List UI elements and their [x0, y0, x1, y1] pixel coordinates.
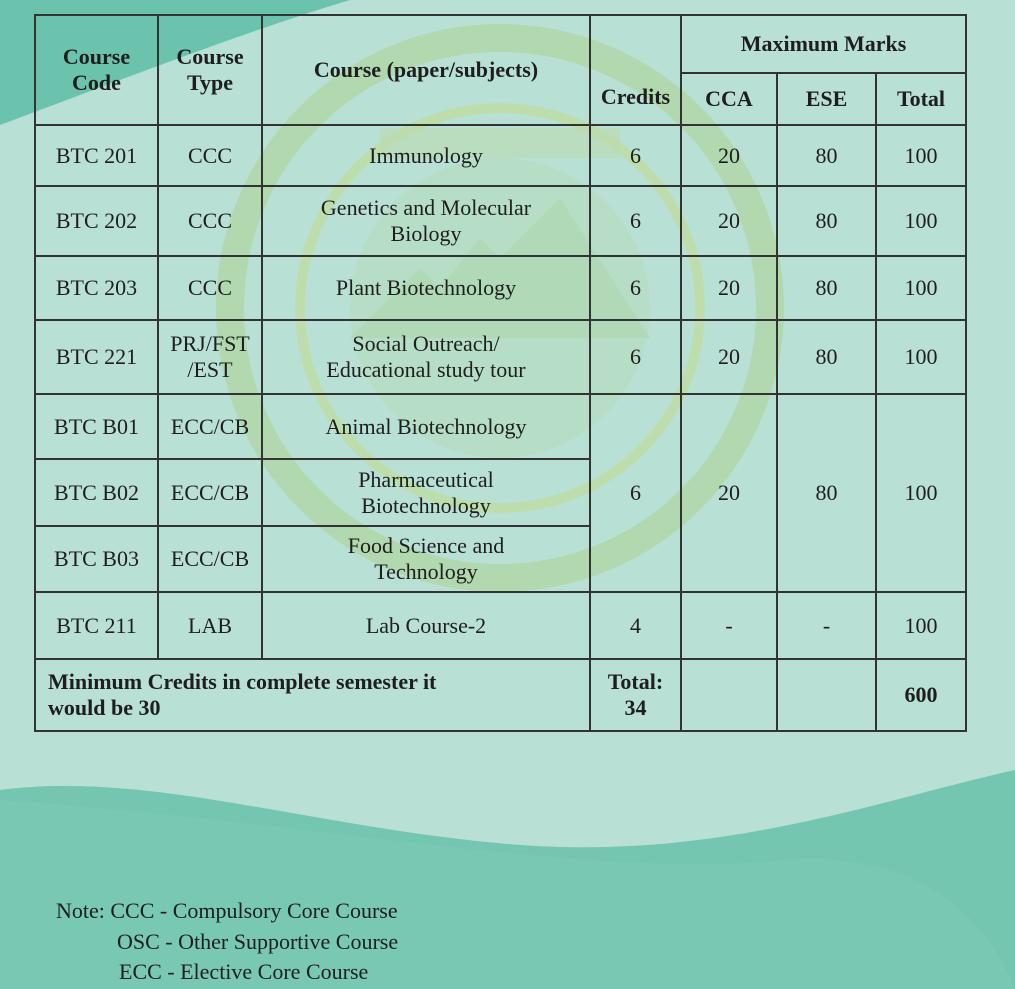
cell-total: 100 — [876, 186, 966, 256]
cell-course: Pharmaceutical Biotechnology — [262, 459, 590, 526]
cell-type: CCC — [158, 186, 262, 256]
cell-total-elective: 100 — [876, 394, 966, 592]
note-line-osc: OSC - Other Supportive Course — [117, 928, 399, 954]
cell-cca: 20 — [681, 186, 777, 256]
cell-credits: 6 — [590, 256, 681, 320]
cell-course: Social Outreach/ Educational study tour — [262, 320, 590, 394]
header-course-code: Course Code — [35, 15, 158, 125]
cell-credits: 6 — [590, 125, 681, 186]
cell-cca: 20 — [681, 125, 777, 186]
footer-empty-ese — [777, 659, 876, 731]
note-line-ecc: ECC - Elective Core Course — [119, 959, 369, 984]
cell-code: BTC 221 — [35, 320, 158, 394]
cell-ese: 80 — [777, 256, 876, 320]
table-row — [35, 125, 966, 186]
cell-total: 100 — [876, 256, 966, 320]
cell-course: Immunology — [262, 125, 590, 186]
cell-type: CCC — [158, 256, 262, 320]
course-table — [34, 14, 967, 732]
cell-course: Lab Course-2 — [262, 592, 590, 659]
table-row — [35, 394, 966, 459]
cell-cca: - — [681, 592, 777, 659]
cell-type: ECC/CB — [158, 526, 262, 592]
table-footer-row — [35, 659, 966, 731]
cell-total: 100 — [876, 125, 966, 186]
header-course-type: Course Type — [158, 15, 262, 125]
cell-code: BTC 203 — [35, 256, 158, 320]
cell-type: ECC/CB — [158, 394, 262, 459]
cell-credits: 6 — [590, 320, 681, 394]
cell-course: Food Science and Technology — [262, 526, 590, 592]
cell-type: LAB — [158, 592, 262, 659]
header-credits: Credits — [590, 15, 681, 125]
header-ese: ESE — [777, 73, 876, 125]
cell-course: Genetics and Molecular Biology — [262, 186, 590, 256]
cell-type: CCC — [158, 125, 262, 186]
cell-credits-elective: 6 — [590, 394, 681, 592]
header-course-paper: Course (paper/subjects) — [262, 15, 590, 125]
cell-course: Plant Biotechnology — [262, 256, 590, 320]
table-row — [35, 592, 966, 659]
header-cca: CCA — [681, 73, 777, 125]
cell-cca: 20 — [681, 320, 777, 394]
cell-credits: 6 — [590, 186, 681, 256]
cell-code: BTC B03 — [35, 526, 158, 592]
cell-ese: - — [777, 592, 876, 659]
footer-empty-cca — [681, 659, 777, 731]
cell-total: 100 — [876, 592, 966, 659]
cell-code: BTC B01 — [35, 394, 158, 459]
cell-ese: 80 — [777, 320, 876, 394]
cell-total: 100 — [876, 320, 966, 394]
cell-cca: 20 — [681, 256, 777, 320]
notes-block — [56, 896, 398, 988]
table-row — [35, 186, 966, 256]
cell-code: BTC 201 — [35, 125, 158, 186]
cell-ese: 80 — [777, 125, 876, 186]
total-marks: 600 — [876, 659, 966, 731]
note-line-ccc: Note: CCC - Compulsory Core Course — [56, 898, 398, 923]
cell-cca-elective: 20 — [681, 394, 777, 592]
cell-code: BTC 211 — [35, 592, 158, 659]
minimum-credits-note: Minimum Credits in complete semester it would be 30 — [35, 659, 590, 731]
cell-code: BTC 202 — [35, 186, 158, 256]
cell-credits: 4 — [590, 592, 681, 659]
cell-ese-elective: 80 — [777, 394, 876, 592]
total-credits: Total: 34 — [590, 659, 681, 731]
cell-code: BTC B02 — [35, 459, 158, 526]
table-row — [35, 320, 966, 394]
cell-type: PRJ/FST /EST — [158, 320, 262, 394]
header-total: Total — [876, 73, 966, 125]
table-row — [35, 256, 966, 320]
cell-course: Animal Biotechnology — [262, 394, 590, 459]
cell-type: ECC/CB — [158, 459, 262, 526]
cell-ese: 80 — [777, 186, 876, 256]
header-maximum-marks: Maximum Marks — [681, 15, 966, 73]
